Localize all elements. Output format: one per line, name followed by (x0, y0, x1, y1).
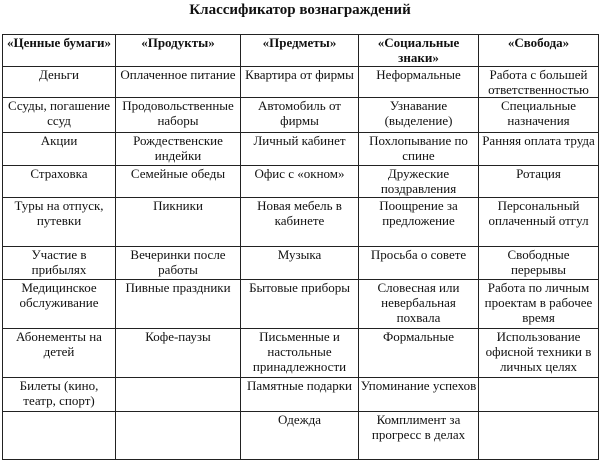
table-row (3, 67, 599, 98)
table-cell (116, 378, 241, 412)
table-row (3, 280, 599, 329)
rewards-classifier-table (2, 34, 599, 460)
table-cell: Письменные и настольные принадлежности (241, 329, 359, 378)
table-cell: Дружеские поздравления (359, 166, 479, 198)
table-cell: Работа с большей ответственностью (479, 67, 599, 98)
table-cell: Страховка (3, 166, 116, 198)
table-cell: Словесная или невербальная похвала (359, 280, 479, 329)
table-cell: Ссуды, погашение ссуд (3, 98, 116, 133)
table-row (3, 247, 599, 280)
table-row (3, 198, 599, 247)
table-cell: Комплимент за прогресс в делах (359, 412, 479, 460)
table-cell: Продовольственные наборы (116, 98, 241, 133)
table-cell: Ранняя оплата труда (479, 133, 599, 166)
table-row (3, 329, 599, 378)
table-cell: Поощрение за предложение (359, 198, 479, 247)
table-cell: Билеты (кино, театр, спорт) (3, 378, 116, 412)
table-cell: Автомобиль от фирмы (241, 98, 359, 133)
table-cell: Пивные праздники (116, 280, 241, 329)
table-cell: Пикники (116, 198, 241, 247)
header-products: «Продукты» (116, 35, 241, 67)
document-title: Классификатор вознаграждений (189, 2, 411, 18)
table-row (3, 98, 599, 133)
table-header-row (3, 35, 599, 67)
table-cell: Кофе-паузы (116, 329, 241, 378)
table-cell: Рождественские индейки (116, 133, 241, 166)
table-cell: Акции (3, 133, 116, 166)
table-cell: Медицинское обслуживание (3, 280, 116, 329)
table-cell: Личный кабинет (241, 133, 359, 166)
table-cell: Участие в прибылях (3, 247, 116, 280)
table-cell: Использование офисной техники в личных целях (479, 329, 599, 378)
table-cell: Туры на отпуск, путевки (3, 198, 116, 247)
table-row (3, 378, 599, 412)
table-cell: Свободные перерывы (479, 247, 599, 280)
table-cell: Вечеринки после работы (116, 247, 241, 280)
table-cell (3, 412, 116, 460)
header-items: «Предметы» (241, 35, 359, 67)
table-cell: Неформальные (359, 67, 479, 98)
table-cell (479, 378, 599, 412)
table-cell: Ротация (479, 166, 599, 198)
header-securities: «Ценные бумаги» (3, 35, 116, 67)
table-cell: Музыка (241, 247, 359, 280)
table-cell: Работа по личным проектам в рабочее время (479, 280, 599, 329)
table-cell (116, 412, 241, 460)
table-cell: Узнавание (выделение) (359, 98, 479, 133)
table-cell: Семейные обеды (116, 166, 241, 198)
table-cell: Похлопывание по спине (359, 133, 479, 166)
table-cell: Формальные (359, 329, 479, 378)
table-cell: Специальные назначения (479, 98, 599, 133)
table-cell: Новая мебель в кабинете (241, 198, 359, 247)
header-social-signs: «Социальные знаки» (359, 35, 479, 67)
table-row (3, 166, 599, 198)
table-cell (479, 412, 599, 460)
table-cell: Памятные подарки (241, 378, 359, 412)
table-cell: Персональный оплаченный отгул (479, 198, 599, 247)
table-row (3, 133, 599, 166)
table-cell: Квартира от фирмы (241, 67, 359, 98)
table-cell: Абонементы на детей (3, 329, 116, 378)
header-freedom: «Свобода» (479, 35, 599, 67)
table-cell: Просьба о совете (359, 247, 479, 280)
table-cell: Оплаченное питание (116, 67, 241, 98)
table-cell: Бытовые приборы (241, 280, 359, 329)
table-cell: Офис с «окном» (241, 166, 359, 198)
table-cell: Деньги (3, 67, 116, 98)
table-row (3, 412, 599, 460)
table-cell: Одежда (241, 412, 359, 460)
table-cell: Упоминание успехов (359, 378, 479, 412)
